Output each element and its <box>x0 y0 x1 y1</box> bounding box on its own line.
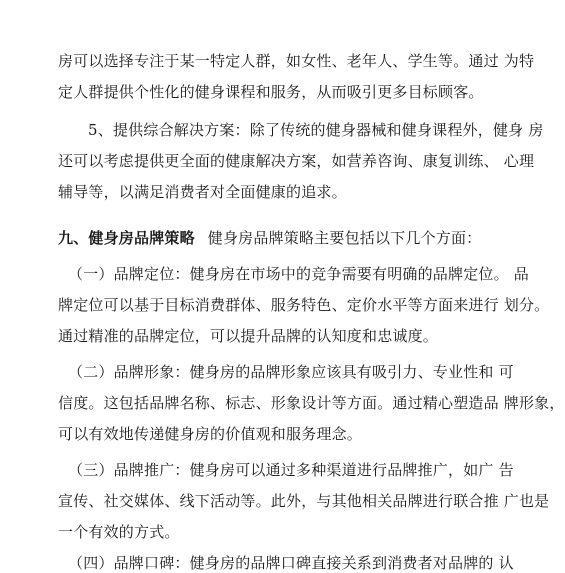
paragraph-line: 一个有效的方式。 <box>58 523 180 541</box>
paragraph-line: 辅导等，以满足消费者对全面健康的追求。 <box>58 183 347 201</box>
section-heading: 九、健身房品牌策略 <box>58 229 195 247</box>
paragraph-line: （一）品牌定位：健身房在市场中的竞争需要有明确的品牌定位。 品 <box>68 265 529 283</box>
paragraph-line: （二）品牌形象：健身房的品牌形象应该具有吸引力、专业性和 可 <box>68 363 514 381</box>
paragraph-line: 通过精准的品牌定位，可以提升品牌的认知度和忠诚度。 <box>58 327 439 345</box>
paragraph-line: 还可以考虑提供更全面的健康解决方案，如营养咨询、康复训练、 心理 <box>58 152 535 170</box>
section-heading-line <box>58 228 481 248</box>
paragraph-line: 房可以选择专注于某一特定人群，如女性、老年人、学生等。通过 为特 <box>58 52 535 70</box>
section-intro: 健身房品牌策略主要包括以下几个方面： <box>207 229 482 247</box>
paragraph-line: （三）品牌推广：健身房可以通过多种渠道进行品牌推广，如广 告 <box>68 461 514 479</box>
paragraph-line: 可以有效地传递健身房的价值观和服务理念。 <box>58 425 363 443</box>
paragraph-line: 信度。这包括品牌名称、标志、形象设计等方面。通过精心塑造品 牌形象， <box>58 394 565 412</box>
paragraph-line: （四）品牌口碑：健身房的品牌口碑直接关系到消费者对品牌的 认 <box>68 554 514 572</box>
paragraph-line: 5、提供综合解决方案：除了传统的健身器械和健身课程外，健身 房 <box>88 121 544 139</box>
paragraph-line: 牌定位可以基于目标消费群体、服务特色、定价水平等方面来进行 划分。 <box>58 296 550 314</box>
paragraph-line: 定人群提供个性化的健身课程和服务，从而吸引更多目标顾客。 <box>58 83 484 101</box>
paragraph-line: 宣传、社交媒体、线下活动等。此外，与其他相关品牌进行联合推 广也是 <box>58 492 550 510</box>
